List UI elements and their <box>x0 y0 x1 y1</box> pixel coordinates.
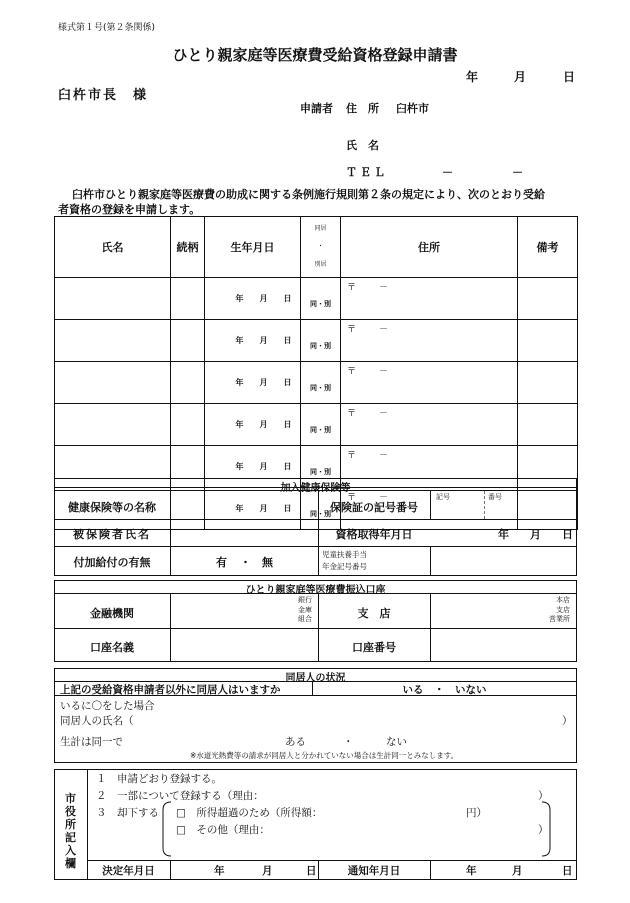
divider <box>170 860 171 880</box>
divider <box>170 490 171 576</box>
acq-day: 日 <box>562 528 573 541</box>
form-number: 様式第１号(第２条関係) <box>58 23 156 33</box>
divider <box>484 491 485 519</box>
cohabitant-answer: いる ・ いない <box>402 684 487 696</box>
row-cohab: 同・別 <box>310 509 331 518</box>
kigo-label: 記号 <box>436 493 450 501</box>
row-day: 日 <box>283 504 292 513</box>
notice-month: 月 <box>512 865 523 877</box>
row-month: 月 <box>259 420 268 429</box>
addressee: 臼杵市長 様 <box>58 88 149 103</box>
tel-sep-2: － <box>512 166 523 179</box>
account-holder-label: 口座名義 <box>90 641 134 654</box>
col-cohab-top: 同居 <box>314 225 327 232</box>
office-label-char: 入 <box>65 844 76 857</box>
col-name: 氏名 <box>55 217 171 278</box>
postal-mark: 〒 <box>347 325 357 335</box>
row-year: 年 <box>235 462 244 471</box>
insurance-title: 加入健康保険等 <box>280 483 351 494</box>
reject-income-unit: 円） <box>466 807 487 819</box>
insurer-label: 健康保険等の名称 <box>68 501 156 514</box>
tel-label: ＴＥＬ <box>346 166 388 179</box>
col-address: 住所 <box>341 217 518 278</box>
applicant-remarks-cell[interactable] <box>518 320 578 362</box>
option-approve: １ 申請どおり登録する。 <box>96 773 222 785</box>
row-day: 日 <box>283 336 292 345</box>
branch-types <box>530 596 570 625</box>
row-month: 月 <box>259 462 268 471</box>
postal-mark: 〒 <box>347 409 357 419</box>
intro-line-2: 者資格の登録を申請します。 <box>58 203 201 216</box>
applicant-birth-cell[interactable] <box>205 404 301 446</box>
livelihood-no: ない <box>386 736 407 748</box>
applicant-relation-cell[interactable] <box>171 404 205 446</box>
inst-type-shinkin: 金庫 <box>298 605 312 614</box>
date-day-label: 日 <box>563 70 576 84</box>
divider <box>54 519 577 520</box>
postal-mark: 〒 <box>347 451 357 461</box>
left-bracket <box>160 800 172 858</box>
livelihood-label: 生計は同一で <box>60 736 123 748</box>
supp-no: 無 <box>262 556 273 569</box>
bango-label: 番号 <box>488 493 502 501</box>
child-allowance-label: 児童扶養手当 <box>322 550 367 559</box>
cohabitant-name-close: ） <box>562 715 573 727</box>
institution-types <box>278 596 312 625</box>
applicant-name-cell[interactable] <box>55 404 171 446</box>
divider <box>430 546 431 576</box>
row-day: 日 <box>283 420 292 429</box>
branch-type-branch: 支店 <box>556 605 570 614</box>
pension-number-label: 年金記号番号 <box>322 562 367 571</box>
supplement-label: 付加給付の有無 <box>73 556 151 569</box>
postal-mark: 〒 <box>347 367 357 377</box>
acq-month: 月 <box>530 528 541 541</box>
row-year: 年 <box>235 504 244 513</box>
decision-date-label: 決定年月日 <box>102 865 155 877</box>
address-label: 住 所 <box>346 102 379 115</box>
name-label: 氏 名 <box>346 139 379 152</box>
office-label-char: 記 <box>65 831 76 844</box>
acquired-date-label: 資格取得年月日 <box>335 528 413 541</box>
notice-year: 年 <box>466 865 477 877</box>
table-row <box>55 320 578 362</box>
applicant-remarks-cell[interactable] <box>518 278 578 320</box>
col-cohab-mid: ・ <box>317 243 324 250</box>
office-use-label <box>54 792 87 870</box>
applicant-remarks-cell[interactable] <box>518 404 578 446</box>
postal-mark: 〒 <box>347 283 357 293</box>
row-day: 日 <box>283 294 292 303</box>
applicant-birth-cell[interactable] <box>205 362 301 404</box>
applicant-address-cell[interactable] <box>341 278 518 320</box>
row-cohab: 同・別 <box>310 341 331 350</box>
row-month: 月 <box>259 294 268 303</box>
row-year: 年 <box>235 420 244 429</box>
insured-name-label: 被保険者氏名 <box>73 528 151 541</box>
table-header-row <box>55 217 578 278</box>
table-row <box>55 278 578 320</box>
col-remarks: 備考 <box>518 217 578 278</box>
acq-year: 年 <box>498 528 509 541</box>
postal-dash: － <box>379 493 389 503</box>
applicant-name-cell[interactable] <box>55 278 171 320</box>
postal-mark: 〒 <box>347 493 357 503</box>
applicant-address-cell[interactable] <box>341 404 518 446</box>
applicant-cohab-cell[interactable] <box>301 278 341 320</box>
applicant-cohab-cell[interactable] <box>301 320 341 362</box>
applicant-relation-cell[interactable] <box>171 278 205 320</box>
postal-dash: － <box>379 325 389 335</box>
livelihood-note: ※水道光熱費等の請求が同居人と分かれていない場合は生計同一とみなします。 <box>190 751 459 760</box>
divider <box>430 593 431 662</box>
applicant-relation-cell[interactable] <box>171 320 205 362</box>
reject-other-close: ） <box>538 824 549 836</box>
table-row <box>55 362 578 404</box>
decision-year: 年 <box>214 865 225 877</box>
branch-type-main: 本店 <box>556 596 570 604</box>
divider <box>54 628 577 629</box>
row-year: 年 <box>235 378 244 387</box>
tel-sep-1: － <box>442 166 453 179</box>
option-reject: ３ 却下する <box>96 807 159 819</box>
if-yes-label: いるに〇をした場合 <box>60 700 155 712</box>
date-year-label: 年 <box>466 70 479 84</box>
row-year: 年 <box>235 294 244 303</box>
reject-income-option: □ 所得超過のため（所得額： <box>176 807 323 819</box>
supp-dot: ・ <box>240 556 251 569</box>
inst-type-kumiai: 組合 <box>298 615 312 623</box>
applicant-birth-cell[interactable] <box>205 320 301 362</box>
address-value: 臼杵市 <box>396 102 429 115</box>
bank-title: ひとり親家庭等医療費振込口座 <box>245 585 386 596</box>
row-day: 日 <box>283 378 292 387</box>
col-cohab-bot: 別居 <box>314 261 327 268</box>
applicant-birth-cell[interactable] <box>205 278 301 320</box>
notice-day: 日 <box>562 865 573 877</box>
table-row <box>55 404 578 446</box>
institution-label: 金融機関 <box>90 607 134 620</box>
applicant-cohab-cell[interactable] <box>301 362 341 404</box>
branch-label: 支 店 <box>357 607 391 620</box>
option-partial-close: ） <box>538 790 549 802</box>
divider <box>430 490 431 519</box>
row-month: 月 <box>259 378 268 387</box>
row-cohab: 同・別 <box>310 299 331 308</box>
postal-dash: － <box>379 367 389 377</box>
row-day: 日 <box>283 462 292 471</box>
row-cohab: 同・別 <box>310 383 331 392</box>
office-label-char: 役 <box>65 805 76 818</box>
decision-month: 月 <box>262 865 273 877</box>
page-title: ひとり親家庭等医療費受給資格登録申請書 <box>172 46 458 64</box>
row-year: 年 <box>235 336 244 345</box>
cohabitants-title: 同居人の状況 <box>285 673 346 684</box>
inst-type-bank: 銀行 <box>298 596 312 604</box>
col-cohab <box>301 217 341 278</box>
supp-yes: 有 <box>216 556 227 569</box>
card-number-label: 保険証の記号番号 <box>330 501 418 514</box>
applicant-address-cell[interactable] <box>341 320 518 362</box>
postal-dash: － <box>379 283 389 293</box>
row-cohab: 同・別 <box>310 467 331 476</box>
row-cohab: 同・別 <box>310 425 331 434</box>
applicant-label: 申請者 <box>300 102 333 115</box>
branch-type-office: 営業所 <box>549 615 570 623</box>
cohabitant-question: 上記の受給資格申請者以外に同居人はいますか <box>60 684 281 696</box>
date-month-label: 月 <box>514 70 527 84</box>
office-label-char: 欄 <box>65 857 76 870</box>
col-birth: 生年月日 <box>205 217 301 278</box>
applicant-relation-cell[interactable] <box>171 362 205 404</box>
cohabitant-name-label: 同居人の氏名（ <box>60 715 134 727</box>
reject-other-option: □ その他（理由： <box>176 824 270 836</box>
applicant-remarks-cell[interactable] <box>518 362 578 404</box>
divider <box>87 860 577 861</box>
divider <box>430 860 431 880</box>
divider <box>170 593 171 662</box>
intro-line-1: 臼杵市ひとり親家庭等医療費の助成に関する条例施行規則第２条の規定により、次のとおり受給 <box>72 188 545 201</box>
decision-day: 日 <box>306 865 317 877</box>
livelihood-yes: ある <box>285 736 306 748</box>
option-partial: ２ 一部について登録する（理由： <box>96 790 264 802</box>
applicant-cohab-cell[interactable] <box>301 404 341 446</box>
applicant-name-cell[interactable] <box>55 362 171 404</box>
applicant-address-cell[interactable] <box>341 362 518 404</box>
postal-dash: － <box>379 451 389 461</box>
row-month: 月 <box>259 504 268 513</box>
office-label-char: 所 <box>65 818 76 831</box>
col-relation: 続柄 <box>171 217 205 278</box>
applicant-name-cell[interactable] <box>55 320 171 362</box>
livelihood-dot: ・ <box>343 736 354 748</box>
account-number-label: 口座番号 <box>352 641 396 654</box>
postal-dash: － <box>379 409 389 419</box>
office-label-char: 市 <box>65 792 76 805</box>
row-month: 月 <box>259 336 268 345</box>
notice-date-label: 通知年月日 <box>347 865 401 877</box>
divider <box>54 546 577 547</box>
